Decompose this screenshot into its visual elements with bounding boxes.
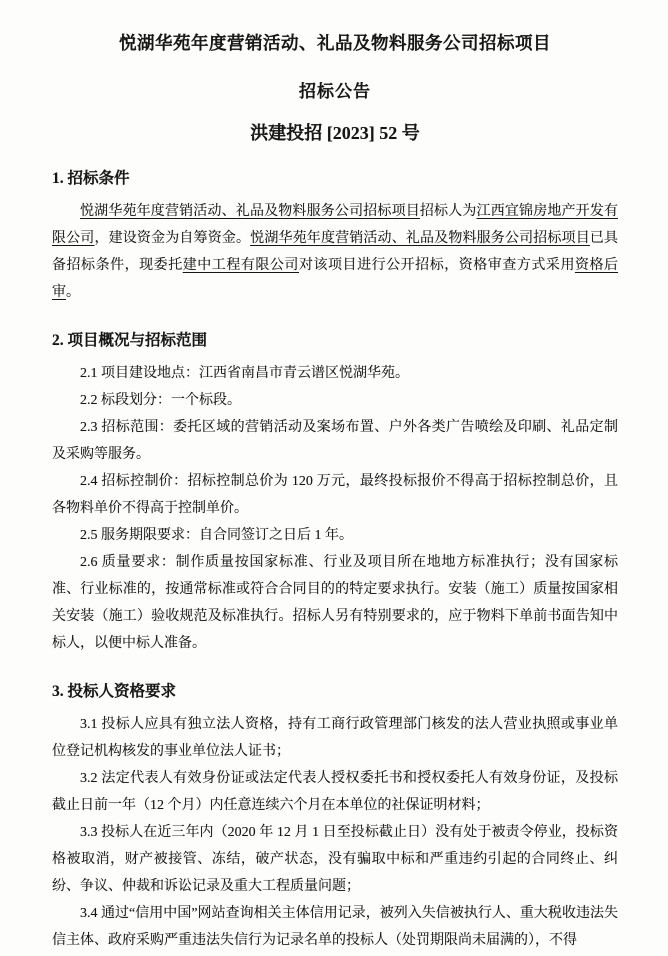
section-3-body [52,711,618,954]
document-number: 洪建投招 [2023] 52 号 [250,123,420,143]
text-segment: 建中工程有限公司 [182,258,299,273]
text-segment: 资格后审 [52,258,619,300]
clause-3-3: 3.3 投标人在近三年内（2020 年 12 月 1 日至投标截止日）没有处于被责令停业，投标资格被取消，财产被接管、冻结，破产状态，没有骗取中标和严重违约引起的合同终止、纠纷、争议、仲裁和诉讼记录及重大工程质量问题； [52,825,618,894]
document-title: 悦湖华苑年度营销活动、礼品及物料服务公司招标项目 [119,33,551,53]
clause-2-3: 2.3 招标范围：委托区域的营销活动及案场布置、户外各类广告喷绘及印刷、礼品定制及采购等服务。 [52,420,618,462]
section-bidding-conditions [52,169,618,306]
clause-3-4: 3.4 通过“信用中国”网站查询相关主体信用记录，被列入失信被执行人、重大税收违法失信主体、政府采购严重违法失信行为记录名单的投标人（处罚期限尚未届满的），不得 [52,906,618,948]
clause-2-6: 2.6 质量要求：制作质量按国家标准、行业及项目所在地地方标准执行；没有国家标准、行业标准的，按通常标准或符合合同目的的特定要求执行。安装（施工）质量按国家相关安装（施工）验收规范及标准执行。招标人另有特别要求的，应于物料下单前书面告知中标人，以便中标人准备。 [52,555,618,651]
section-2-body [52,360,618,657]
text-segment: 江西宜锦房地产开发有限公司 [52,204,619,246]
text-segment: 招标人为 [419,204,477,219]
text-segment: 。 [66,285,80,300]
text-segment: ，建设资金为自筹资金。 [94,231,251,246]
text-segment: 悦湖华苑年度营销活动、礼品及物料服务公司招标项目 [80,204,420,219]
section-2-heading: 2. 项目概况与招标范围 [52,332,208,349]
clause-2-5: 2.5 服务期限要求：自合同签订之日后 1 年。 [80,528,353,543]
text-segment: 已具备招标条件，现委托 [52,231,619,273]
text-segment: 对该项目进行公开招标，资格审查方式采用 [298,258,575,273]
text-segment: 悦湖华苑年度营销活动、礼品及物料服务公司招标项目 [250,231,590,246]
clause-3-1: 3.1 投标人应具有独立法人资格，持有工商行政管理部门核发的法人营业执照或事业单位登记机构核发的事业单位法人证书； [52,717,618,759]
clause-3-2: 3.2 法定代表人有效身份证或法定代表人授权委托书和授权委托人有效身份证，及投标截止日前一年（12 个月）内任意连续六个月在本单位的社保证明材料； [52,771,618,813]
section-1-body [52,198,618,306]
section-bidder-qualifications [52,682,618,954]
document-subtitle: 招标公告 [299,82,371,101]
clause-2-1: 2.1 项目建设地点：江西省南昌市青云谱区悦湖华苑。 [80,366,409,381]
section-project-overview [52,331,618,657]
clause-2-2: 2.2 标段划分：一个标段。 [80,393,241,408]
clause-2-4: 2.4 招标控制价：招标控制总价为 120 万元，最终投标报价不得高于招标控制总价，且各物料单价不得高于控制单价。 [52,474,618,516]
section-1-heading: 1. 招标条件 [52,170,130,187]
section-3-heading: 3. 投标人资格要求 [52,683,177,700]
intro-paragraph [52,198,618,306]
